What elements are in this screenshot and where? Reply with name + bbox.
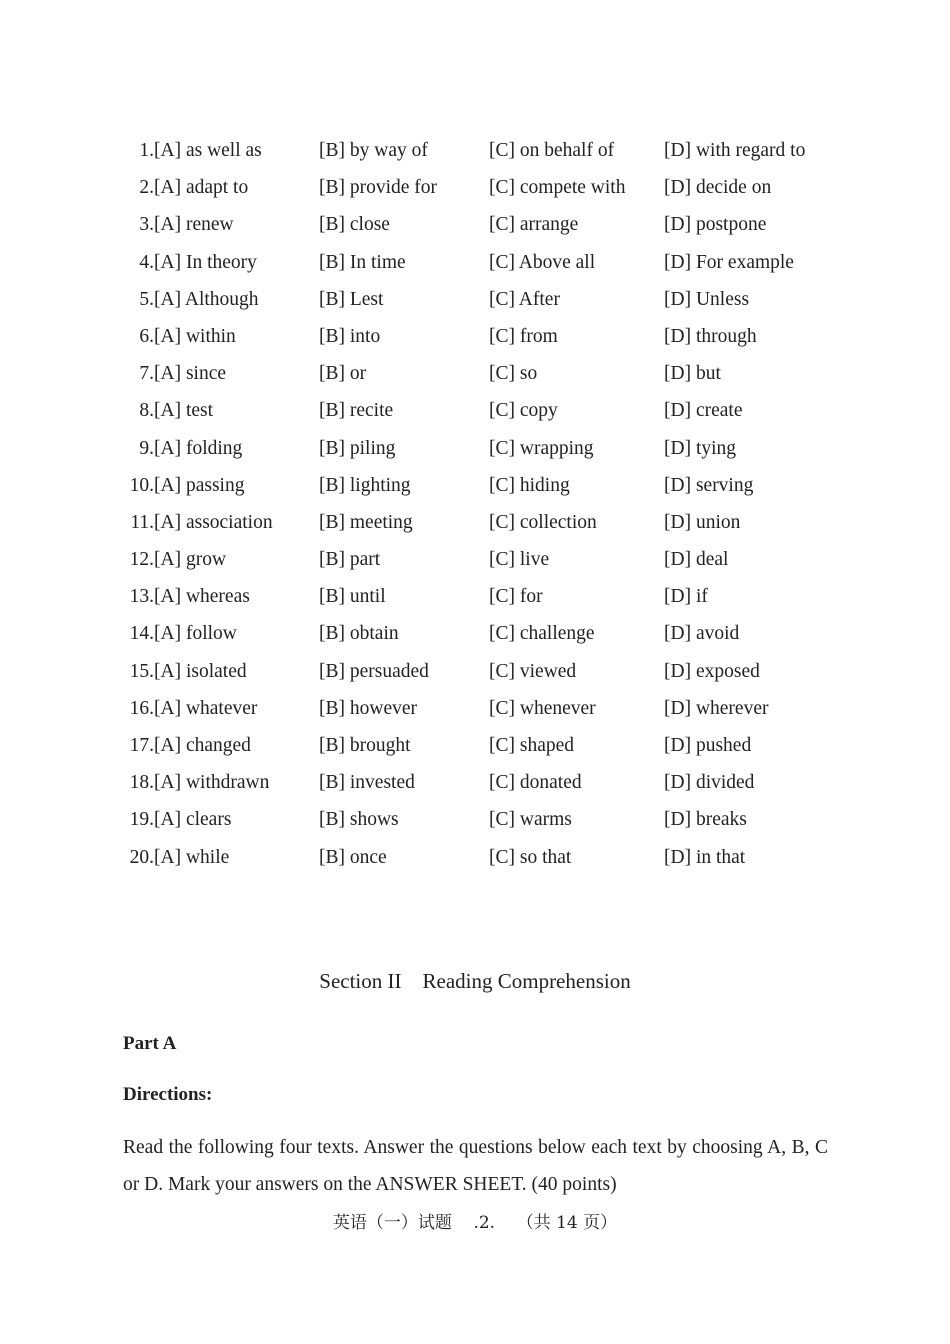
option-d: [D] postpone [664,214,767,236]
directions-title: Directions: [123,1084,213,1105]
option-b: [B] shows [319,809,399,831]
option-b: [B] once [319,846,387,868]
question-row [0,132,950,169]
question-number: 2. [139,177,154,199]
question-number: 16. [129,697,154,719]
question-row [0,839,950,876]
question-number: 11. [130,511,154,533]
option-d: [D] create [664,400,743,422]
question-number: 15. [129,660,154,682]
option-b: [B] invested [319,772,415,794]
option-c: [C] on behalf of [489,140,615,161]
option-a: [A] whatever [154,697,258,719]
option-c: [C] from [489,325,558,347]
question-number: 20. [129,846,154,868]
option-b: [B] piling [319,437,396,459]
question-number: 14. [129,623,154,645]
question-number: 8. [139,400,154,422]
option-d: [D] union [664,511,741,533]
option-d: [D] in that [664,846,746,868]
option-b: [B] brought [319,735,411,756]
option-d: [D] Unless [664,288,750,310]
option-d: [D] decide on [664,177,772,199]
question-number: 13. [129,586,154,608]
question-row [0,801,950,838]
option-a: [A] association [154,511,273,533]
option-b: [B] obtain [319,623,399,645]
question-number: 5. [139,288,154,310]
option-b: [B] persuaded [319,660,429,682]
option-d: [D] with regard to [664,140,806,161]
option-a: [A] renew [154,214,234,236]
option-b: [B] meeting [319,511,413,533]
option-b: [B] recite [319,400,394,422]
option-c: [C] wrapping [489,437,594,459]
option-c: [C] whenever [489,697,596,719]
option-b: [B] by way of [319,140,428,161]
question-row [0,504,950,541]
question-row [0,244,950,281]
option-c: [C] shaped [489,735,575,756]
option-a: [A] test [154,400,214,422]
option-d: [D] if [664,586,708,608]
option-d: [D] through [664,325,757,347]
option-a: [A] grow [154,549,227,571]
question-number: 19. [129,809,154,831]
option-d: [D] serving [664,474,754,496]
option-a: [A] passing [154,474,245,496]
option-b: [B] Lest [319,288,384,310]
option-d: [D] pushed [664,735,752,756]
question-row [0,206,950,243]
option-c: [C] challenge [489,623,595,645]
option-b: [B] close [319,214,390,236]
option-c: [C] viewed [489,660,577,682]
option-d: [D] but [664,363,721,385]
question-row [0,467,950,504]
question-number: 6. [139,325,154,347]
option-c: [C] copy [489,400,558,422]
question-row [0,690,950,727]
question-options-list [0,132,950,876]
option-d: [D] breaks [664,809,747,831]
option-d: [D] avoid [664,623,740,645]
option-a: [A] isolated [154,660,247,682]
question-row [0,392,950,429]
question-number: 18. [129,772,154,794]
option-a: [A] withdrawn [154,772,270,794]
question-row [0,578,950,615]
part-title: Part A [123,1033,177,1054]
option-a: [A] follow [154,623,237,645]
option-c: [C] After [489,288,560,310]
option-a: [A] Although [154,288,259,310]
option-d: [D] deal [664,549,729,571]
option-c: [C] compete with [489,177,626,199]
question-number: 1. [139,140,154,161]
instructions-text: Read the following four texts. Answer the questions below each text by choosing A, B, C or D. Mark your answers on the ANSWER SHEET. (40 points) [123,1137,828,1195]
option-c: [C] donated [489,772,582,794]
option-b: [B] provide for [319,177,438,199]
option-a: [A] clears [154,809,232,831]
option-b: [B] however [319,697,418,719]
question-row [0,318,950,355]
option-b: [B] until [319,586,386,608]
option-b: [B] or [319,363,367,385]
question-row [0,541,950,578]
question-row [0,355,950,392]
question-number: 10. [129,474,154,496]
option-c: [C] arrange [489,214,579,236]
question-row [0,169,950,206]
option-b: [B] In time [319,251,406,273]
option-d: [D] tying [664,437,737,459]
option-b: [B] part [319,549,381,571]
option-d: [D] exposed [664,660,760,682]
option-d: [D] divided [664,772,755,794]
option-a: [A] In theory [154,251,257,273]
question-number: 7. [139,363,154,385]
option-c: [C] hiding [489,474,570,496]
question-row [0,764,950,801]
option-d: [D] For example [664,251,794,273]
question-row [0,653,950,690]
option-c: [C] for [489,586,543,608]
question-row [0,615,950,652]
option-b: [B] into [319,325,381,347]
option-c: [C] collection [489,511,597,533]
question-row [0,281,950,318]
section-title: Section II Reading Comprehension [319,969,631,993]
option-c: [C] Above all [489,251,596,273]
option-a: [A] as well as [154,140,262,161]
option-a: [A] adapt to [154,177,249,199]
question-number: 4. [139,251,154,273]
option-a: [A] within [154,325,236,347]
question-row [0,727,950,764]
option-a: [A] folding [154,437,243,459]
question-number: 12. [129,549,154,571]
option-c: [C] warms [489,809,572,831]
question-row [0,430,950,467]
option-a: [A] while [154,846,230,868]
option-c: [C] so [489,363,538,385]
question-number: 17. [129,735,154,756]
option-b: [B] lighting [319,474,411,496]
option-a: [A] changed [154,735,251,756]
option-c: [C] so that [489,846,572,868]
question-number: 9. [139,437,154,459]
question-number: 3. [139,214,154,236]
option-a: [A] whereas [154,586,250,608]
page-footer: 英语（一）试题 .2. （共 14 页） [332,1213,618,1233]
option-c: [C] live [489,549,550,571]
option-d: [D] wherever [664,697,769,719]
option-a: [A] since [154,363,227,385]
